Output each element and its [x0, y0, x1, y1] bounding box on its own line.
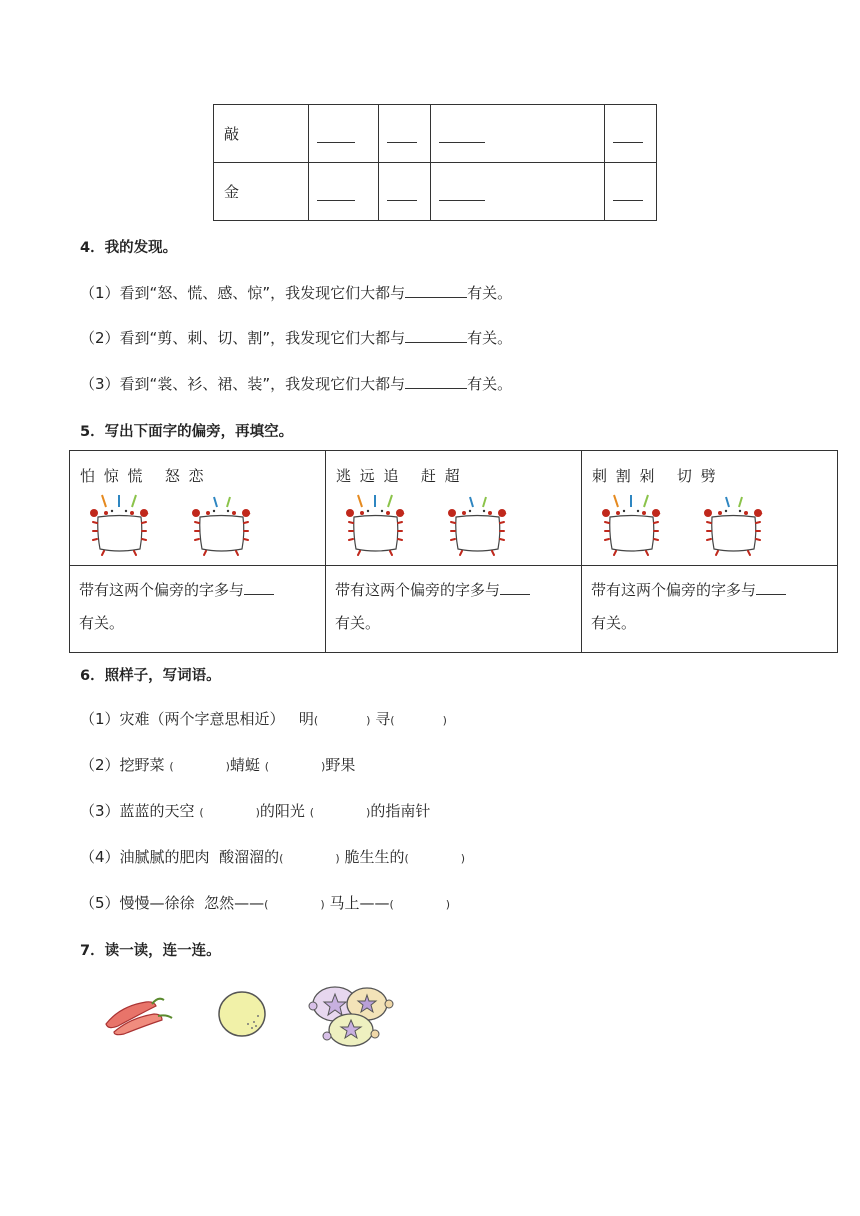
answer-blank[interactable] [244, 580, 274, 595]
q6-item-4: （4）油腻腻的肥肉 酸溜溜的( ) 脆生生的( ) [80, 848, 466, 866]
answer-blank[interactable] [439, 126, 485, 143]
radical-group [582, 451, 838, 566]
table-char: 金 [214, 163, 309, 221]
answer-blank[interactable] [387, 184, 417, 201]
answer-blank[interactable] [317, 126, 355, 143]
table-row [214, 105, 657, 163]
answer-blank[interactable] [283, 848, 335, 862]
crab-box-icon[interactable] [596, 493, 666, 559]
answer-blank[interactable] [405, 283, 467, 298]
answer-blank[interactable] [314, 802, 366, 816]
q4-item-2: （2）看到“剪、刺、切、割”，我发现它们大都与 有关。 [80, 329, 513, 347]
answer-blank[interactable] [387, 126, 417, 143]
answer-blank[interactable] [174, 756, 226, 770]
answer-blank[interactable] [394, 894, 446, 908]
radical-group [326, 451, 582, 566]
q6-item-1: （1）灾难（两个字意思相近） 明( ) 寻( ) [80, 710, 447, 728]
crab-box-icon[interactable] [186, 493, 256, 559]
crab-box-icon[interactable] [84, 493, 154, 559]
crab-box-icon[interactable] [442, 493, 512, 559]
q6-item-5: （5）慢慢—徐徐 忽然——( ) 马上——( ) [80, 894, 451, 912]
candy-icon[interactable] [305, 980, 395, 1052]
fill-sentence: 带有这两个偏旁的字多与 有关。 [582, 566, 838, 653]
answer-blank[interactable] [613, 126, 643, 143]
question-6-title: 6．照样子，写词语。 [80, 668, 221, 684]
fill-sentence: 带有这两个偏旁的字多与 有关。 [70, 566, 326, 653]
answer-blank[interactable] [405, 374, 467, 389]
radical-table [213, 104, 657, 221]
answer-blank[interactable] [395, 710, 443, 724]
group-chars: 逃 远 追 赶 超 [336, 467, 462, 485]
group-chars: 怕 惊 慌 怒 恋 [80, 467, 206, 485]
answer-blank[interactable] [318, 710, 366, 724]
question-4-title: 4．我的发现。 [80, 240, 178, 256]
chili-pepper-icon[interactable] [100, 992, 180, 1036]
answer-blank[interactable] [268, 894, 320, 908]
q4-item-3: （3）看到“裳、衫、裙、装”，我发现它们大都与 有关。 [80, 375, 513, 393]
question-5-title: 5．写出下面字的偏旁，再填空。 [80, 424, 294, 440]
crab-box-icon[interactable] [698, 493, 768, 559]
answer-blank[interactable] [613, 184, 643, 201]
radical-group-table [69, 450, 838, 653]
table-char: 敲 [214, 105, 309, 163]
answer-blank[interactable] [756, 580, 786, 595]
answer-blank[interactable] [269, 756, 321, 770]
q6-item-3: （3）蓝蓝的天空 ( )的阳光 ( )的指南针 [80, 802, 431, 820]
radical-group [70, 451, 326, 566]
crab-box-icon[interactable] [340, 493, 410, 559]
fill-sentence: 带有这两个偏旁的字多与 有关。 [326, 566, 582, 653]
answer-blank[interactable] [439, 184, 485, 201]
table-row [214, 163, 657, 221]
q4-item-1: （1）看到“怒、慌、感、惊”，我发现它们大都与 有关。 [80, 284, 513, 302]
q6-item-2: （2）挖野菜 ( )蜻蜓 ( )野果 [80, 756, 356, 774]
answer-blank[interactable] [409, 848, 461, 862]
lemon-icon[interactable] [214, 988, 270, 1040]
question-7-title: 7．读一读，连一连。 [80, 943, 221, 959]
answer-blank[interactable] [405, 328, 467, 343]
answer-blank[interactable] [500, 580, 530, 595]
group-chars: 刺 割 剁 切 劈 [592, 467, 718, 485]
answer-blank[interactable] [204, 802, 256, 816]
answer-blank[interactable] [317, 184, 355, 201]
